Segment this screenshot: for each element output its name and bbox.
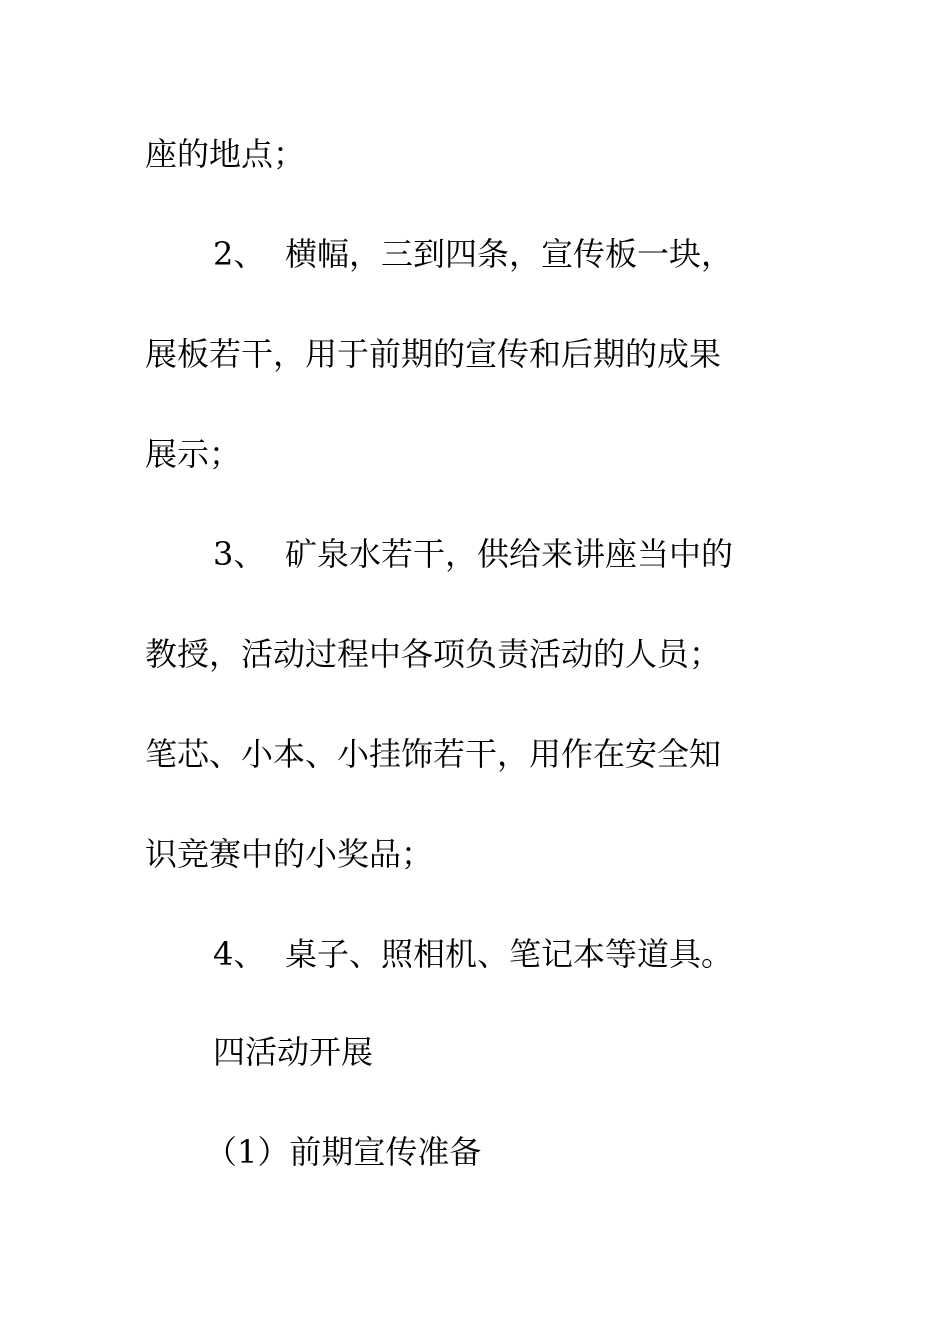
text-line-7: 笔芯、小本、小挂饰若干，用作在安全知 [145, 735, 722, 773]
text-line-3: 展板若干，用于前期的宣传和后期的成果 [145, 335, 722, 373]
list-text-3: 矿泉水若干，供给来讲座当中的 [285, 535, 734, 573]
list-item-4 [213, 934, 733, 974]
subsection-heading: （1）前期宣传准备 [205, 1133, 482, 1171]
list-number-3: 3、 [213, 535, 266, 573]
list-item-2 [213, 234, 733, 274]
text-line-6: 教授，活动过程中各项负责活动的人员； [145, 635, 722, 673]
list-number-4: 4、 [213, 935, 266, 973]
list-text-4: 桌子、照相机、笔记本等道具。 [285, 935, 734, 973]
text-line-1: 座的地点； [145, 135, 306, 173]
section-heading: 四活动开展 [213, 1033, 374, 1071]
text-line-8: 识竞赛中的小奖品； [145, 835, 434, 873]
text-line-4: 展示； [145, 435, 242, 473]
list-number-2: 2、 [213, 235, 266, 273]
list-item-3 [213, 534, 733, 574]
list-text-2: 横幅，三到四条，宣传板一块， [285, 235, 734, 273]
